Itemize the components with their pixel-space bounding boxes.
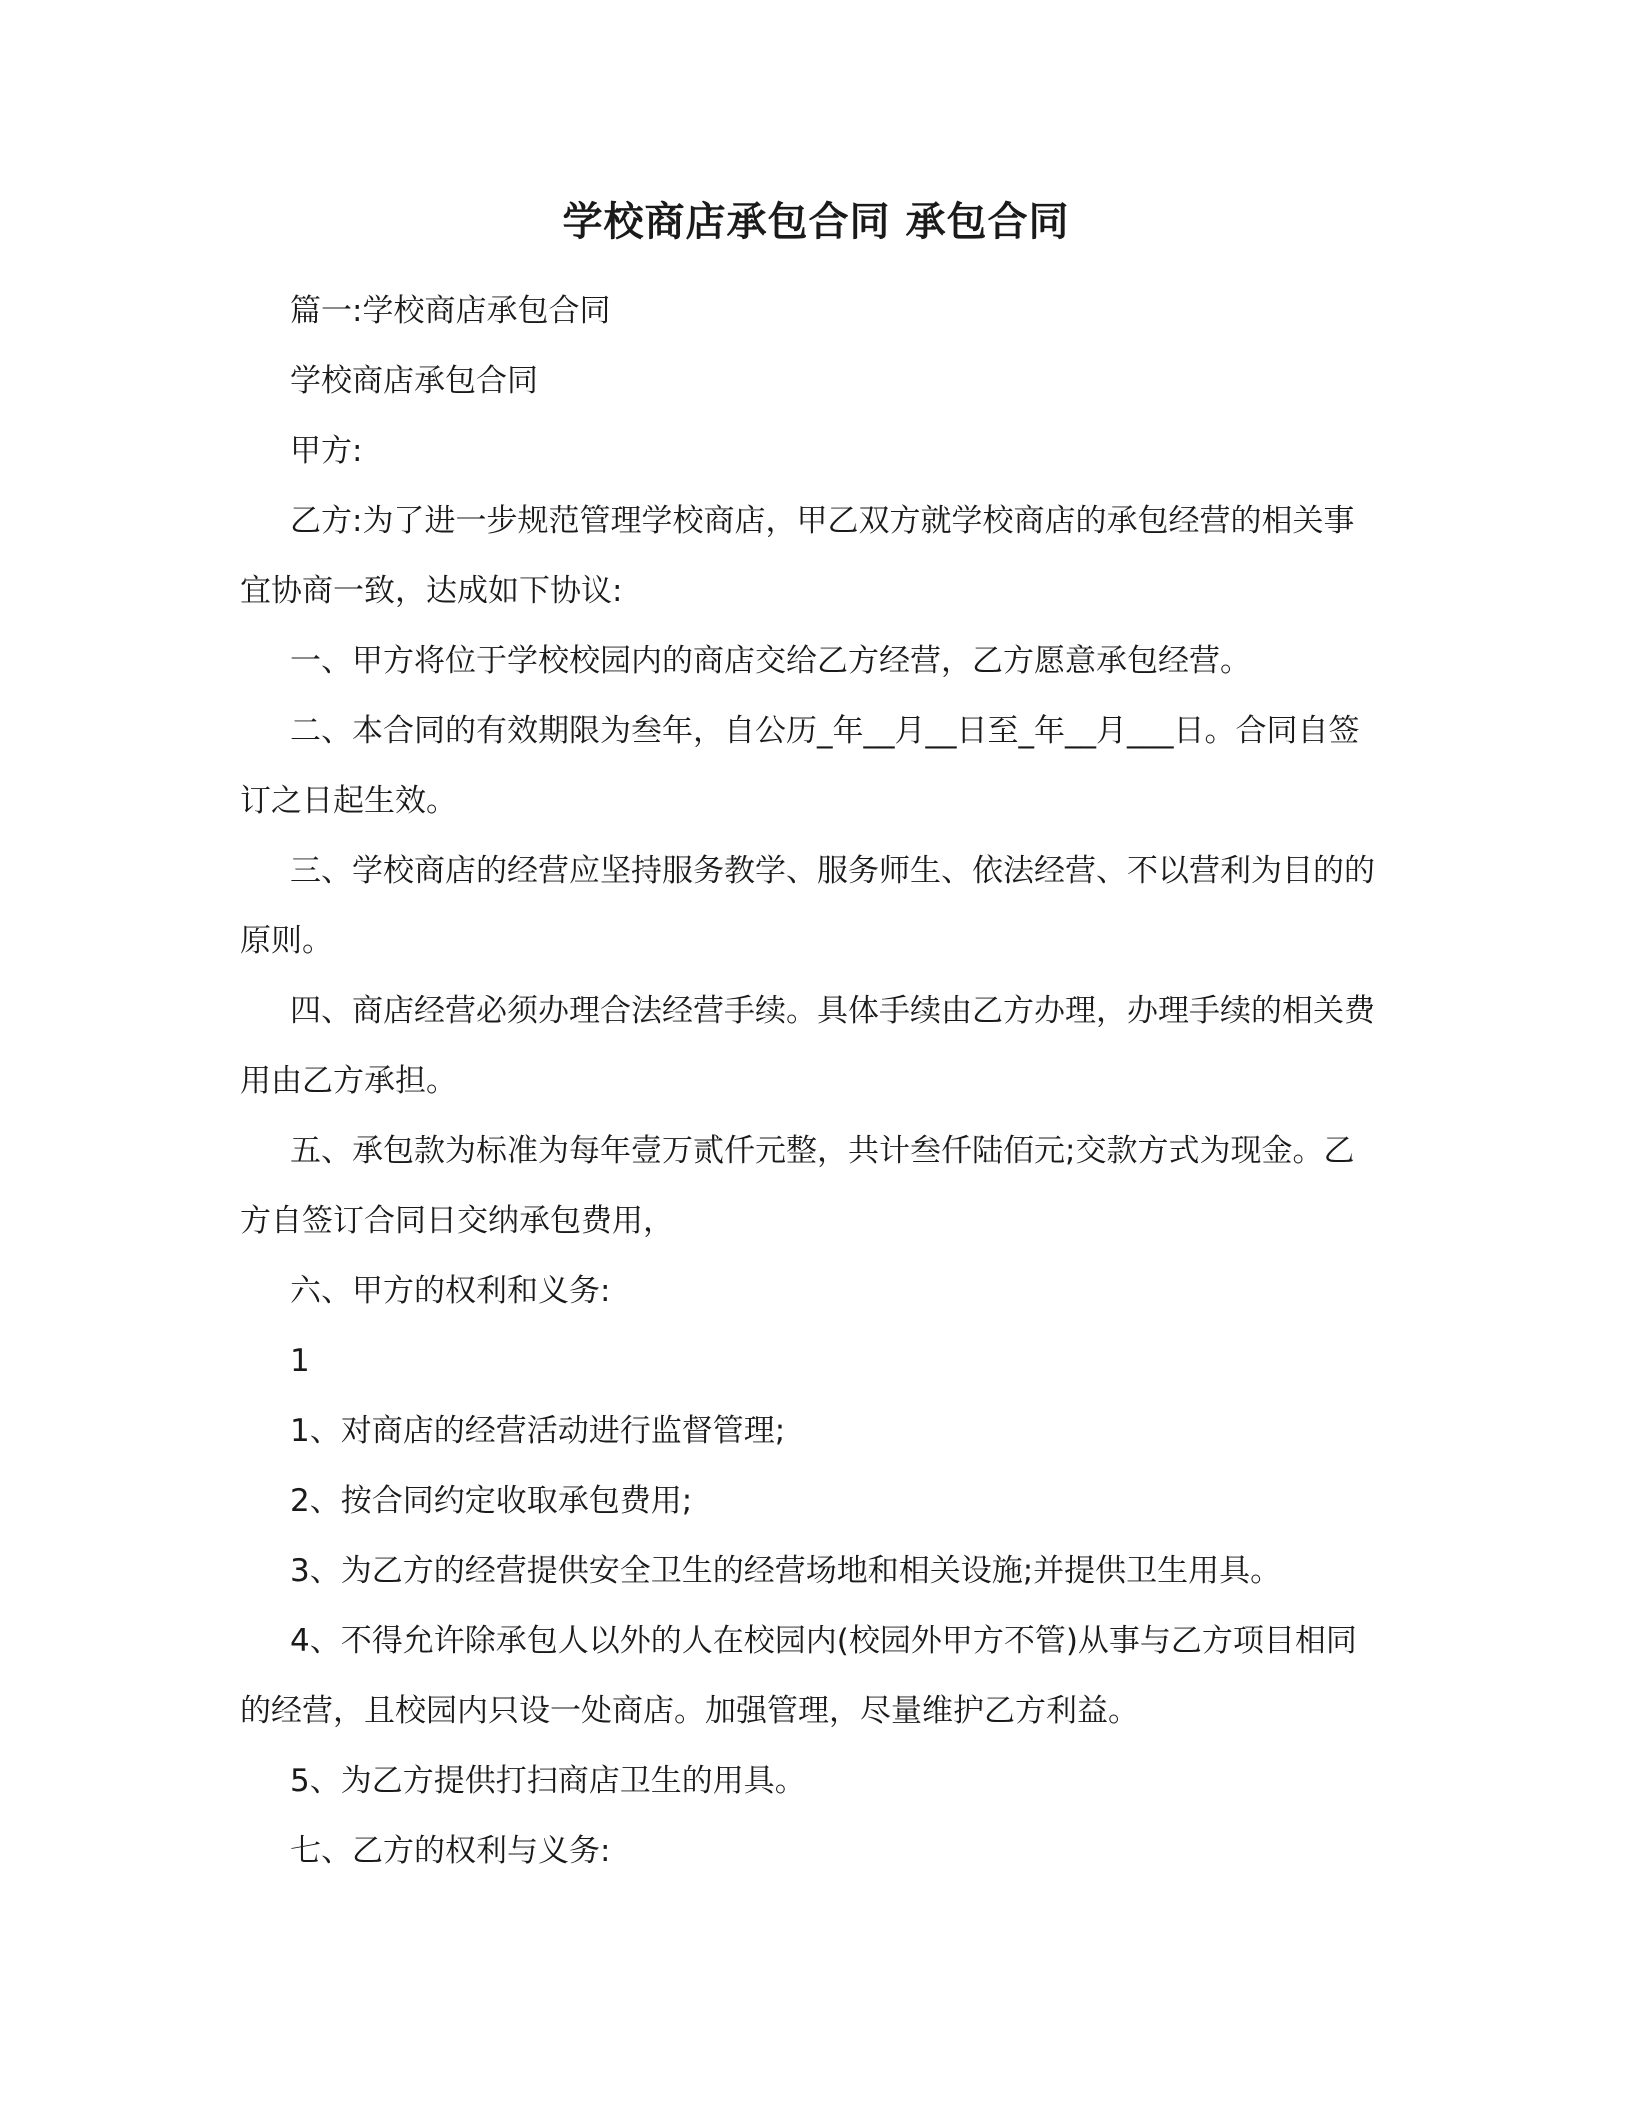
paragraph-section-heading: 篇一:学校商店承包合同 <box>290 293 611 329</box>
paragraph-clause-2: 二、本合同的有效期限为叁年，自公历_年__月__日至_年__月___日。合同自签订之日起生效。 <box>240 713 1360 819</box>
paragraph-page-number: 1 <box>290 1343 310 1379</box>
paragraph-item-1: 1、对商店的经营活动进行监督管理; <box>290 1413 786 1449</box>
paragraph-party-b: 乙方:为了进一步规范管理学校商店，甲乙双方就学校商店的承包经营的相关事宜协商一致，达成如下协议: <box>240 503 1355 609</box>
document-body <box>240 276 1380 1886</box>
paragraph-item-2: 2、按合同约定收取承包费用; <box>290 1483 693 1519</box>
paragraph-clause-1: 一、甲方将位于学校校园内的商店交给乙方经营，乙方愿意承包经营。 <box>290 643 1251 679</box>
paragraph-party-a: 甲方: <box>290 433 363 469</box>
paragraph-clause-3: 三、学校商店的经营应坚持服务教学、服务师生、依法经营、不以营利为目的的原则。 <box>240 853 1375 959</box>
paragraph-item-4: 4、不得允许除承包人以外的人在校园内(校园外甲方不管)从事与乙方项目相同的经营，且校园内只设一处商店。加强管理，尽量维护乙方利益。 <box>240 1623 1357 1729</box>
paragraph-clause-4: 四、商店经营必须办理合法经营手续。具体手续由乙方办理，办理手续的相关费用由乙方承担。 <box>240 993 1375 1099</box>
paragraph-clause-5: 五、承包款为标准为每年壹万贰仟元整，共计叁仟陆佰元;交款方式为现金。乙方自签订合同日交纳承包费用， <box>240 1133 1355 1239</box>
document-title: 学校商店承包合同 承包合同 <box>562 199 1070 245</box>
paragraph-clause-6: 六、甲方的权利和义务: <box>290 1273 611 1309</box>
paragraph-contract-name: 学校商店承包合同 <box>290 363 538 399</box>
paragraph-item-3: 3、为乙方的经营提供安全卫生的经营场地和相关设施;并提供卫生用具。 <box>290 1553 1282 1589</box>
paragraph-clause-7: 七、乙方的权利与义务: <box>290 1833 611 1869</box>
paragraph-item-5: 5、为乙方提供打扫商店卫生的用具。 <box>290 1763 806 1799</box>
